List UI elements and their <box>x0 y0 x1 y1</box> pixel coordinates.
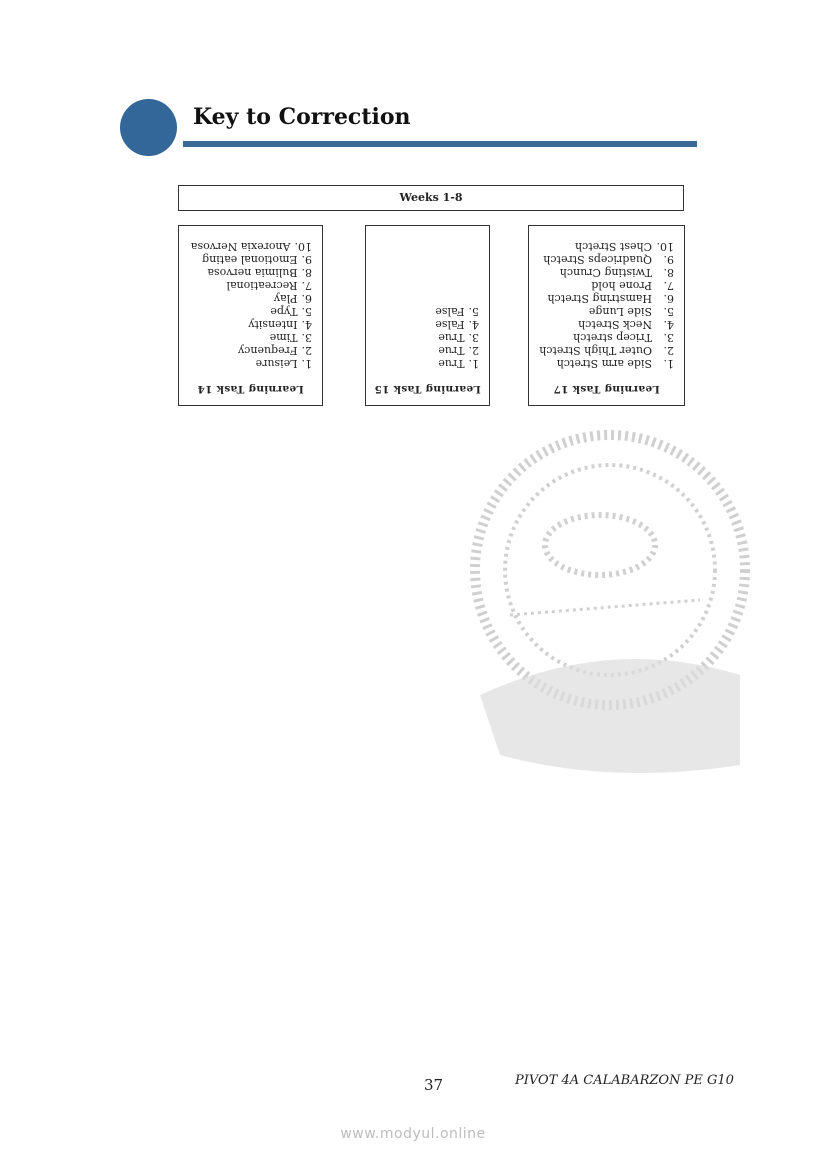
list-item: 1.Side arm Stretch <box>556 357 674 370</box>
list-item: 9.Quadriceps Stretch <box>543 253 674 266</box>
list-item: 7.Recreational <box>226 279 312 292</box>
list-item: 3.True <box>438 331 479 344</box>
publication-footer: PIVOT 4A CALABARZON PE G10 <box>515 1073 734 1088</box>
list-item: 9.Emotional eating <box>202 253 312 266</box>
list-item: 3.Tricep stretch <box>573 331 674 344</box>
list-item: 10.Chest Stretch <box>575 240 674 253</box>
seal-watermark <box>440 395 750 775</box>
list-item: 2.True <box>438 344 479 357</box>
learning-task-17-box <box>528 225 685 406</box>
header-circle-icon <box>120 99 177 156</box>
page-title: Key to Correction <box>193 104 411 130</box>
list-item: 5.Type <box>270 305 312 318</box>
website-link[interactable]: www.modyul.online <box>340 1126 486 1142</box>
list-item: 1.Leisure <box>255 357 312 370</box>
list-item: 5.Side Lunge <box>588 305 674 318</box>
list-item: 4.Neck Stretch <box>578 318 674 331</box>
list-item: 4.False <box>435 318 479 331</box>
learning-task-15-box <box>365 225 490 406</box>
list-item: 7.Prone hold <box>591 279 674 292</box>
task-title: Learning Task 14 <box>197 383 304 395</box>
list-item: 8.Twisting Crunch <box>559 266 674 279</box>
list-item: 2.Outer Thigh Stretch <box>539 344 674 357</box>
learning-task-14-box <box>178 225 323 406</box>
list-item: 6.Hamstring Stretch <box>547 292 674 305</box>
list-item: 8.Bulimia nervosa <box>207 266 312 279</box>
task-title: Learning Task 17 <box>553 383 660 395</box>
page-number: 37 <box>424 1076 444 1094</box>
list-item: 5.False <box>435 305 479 318</box>
weeks-header: Weeks 1-8 <box>178 185 684 211</box>
list-item: 1.True <box>438 357 479 370</box>
title-underline <box>183 141 697 147</box>
list-item: 10.Anorexia Nervosa <box>190 240 312 253</box>
list-item: 3.Time <box>269 331 312 344</box>
list-item: 2.Frequency <box>238 344 312 357</box>
task-title: Learning Task 15 <box>374 383 481 395</box>
list-item: 4.Intensity <box>248 318 312 331</box>
list-item: 6.Play <box>273 292 312 305</box>
